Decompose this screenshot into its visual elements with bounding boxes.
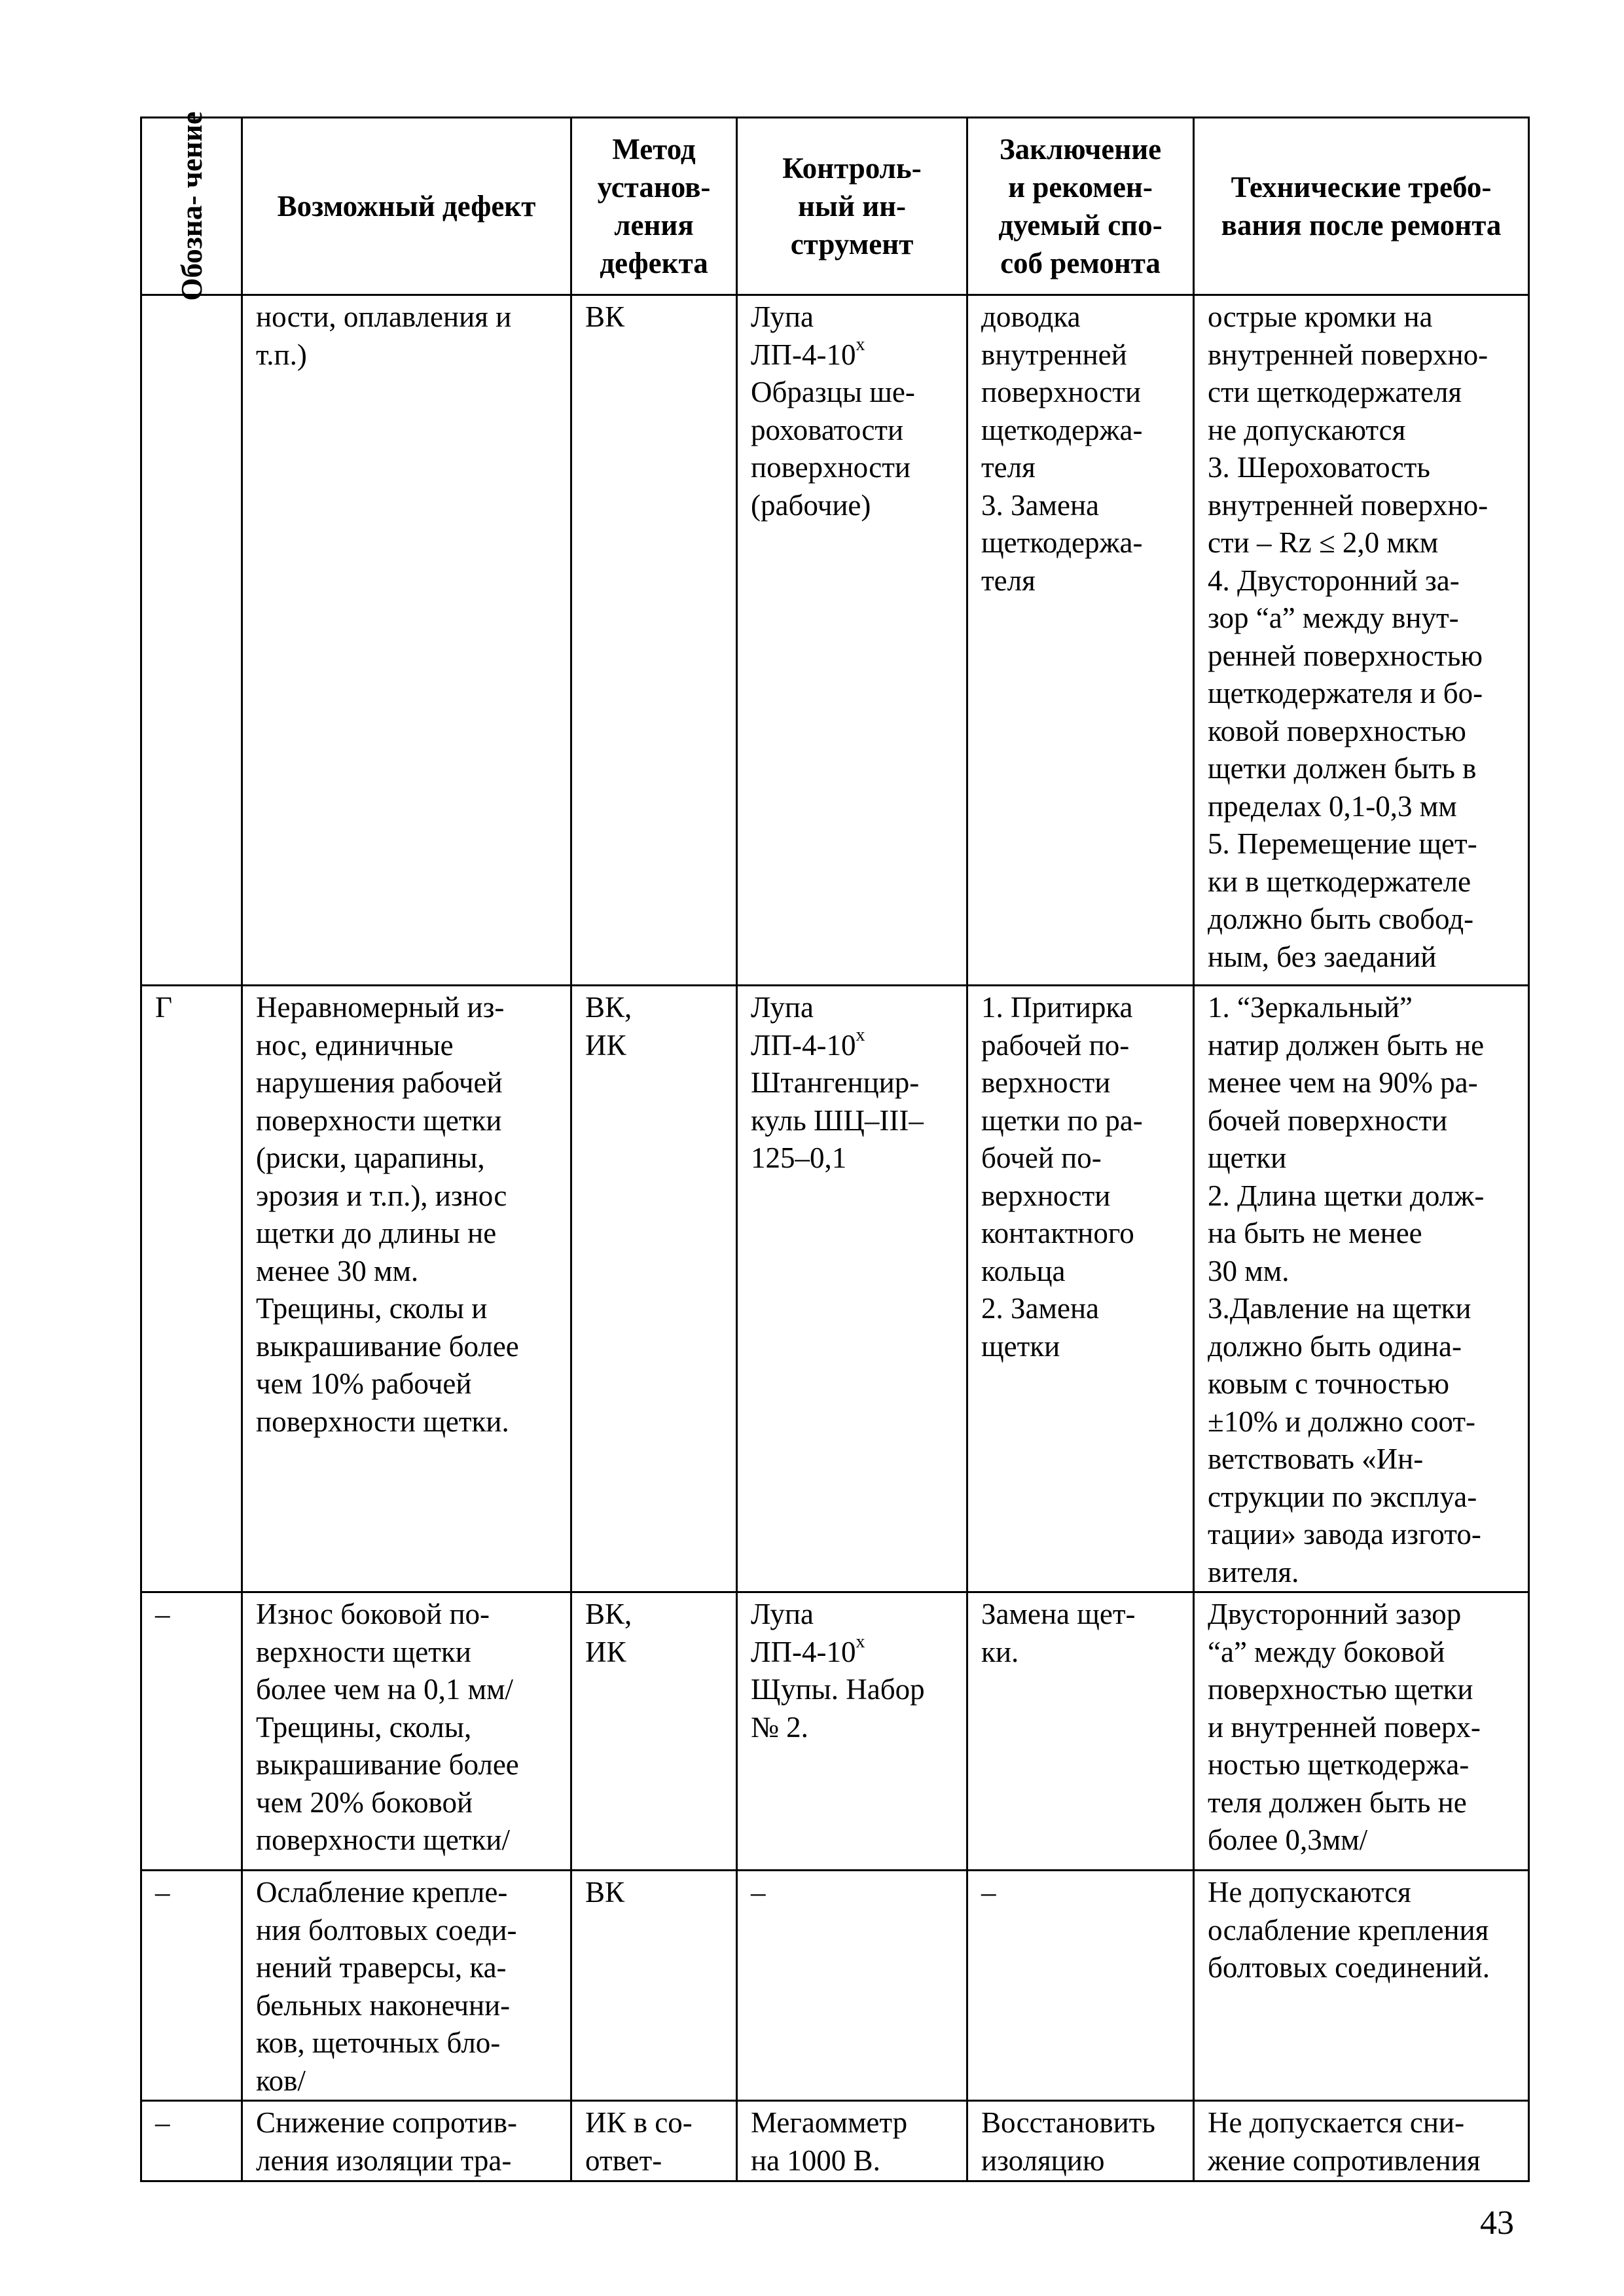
header-method: Метод установ- ления дефекта: [571, 118, 737, 295]
superscript-x: х: [856, 1024, 865, 1045]
cell-designation: –: [141, 1592, 242, 1871]
cell-designation: –: [141, 1871, 242, 2101]
cell-method: ВК, ИК: [571, 986, 737, 1592]
cell-method: ВК: [571, 1871, 737, 2101]
cell-repair: Восстановить изоляцию: [967, 2101, 1194, 2181]
table-row: [141, 2101, 1529, 2181]
page-number: 43: [1480, 2204, 1514, 2242]
cell-requirements: острые кромки на внутренней поверхно- сти щеткодержателя не допускаются 3. Шероховатость внутренней поверхно- сти – Rz ≤ 2,0 мкм 4. Двусторонний за- зор “а” между внут- ренней поверхностью щеткодержателя и бо- ковой поверхностью щетки должен быть в пределах 0,1-0,3 мм 5. Перемещение щет- ки в щеткодержателе должно быть свобод- ным, без заеданий: [1194, 295, 1529, 986]
header-defect: Возможный дефект: [242, 118, 571, 295]
header-designation: [141, 111, 242, 301]
header-instrument: Контроль- ный ин- струмент: [737, 118, 967, 295]
cell-repair: доводка внутренней поверхности щеткодержа- теля 3. Замена щеткодержа- теля: [967, 295, 1194, 986]
cell-instrument: Мегаомметр на 1000 В.: [737, 2101, 967, 2181]
cell-designation: [141, 295, 242, 986]
cell-defect: ности, оплавления и т.п.): [242, 295, 571, 986]
cell-instrument: Лупа $ЛП-4-10^х$ Штангенцир- куль ШЦ–III– 125–0,1: [737, 986, 967, 1592]
cell-method: ВК: [571, 295, 737, 986]
header-requirements: Технические требо- вания после ремонта: [1194, 118, 1529, 295]
cell-repair: Замена щет- ки.: [967, 1592, 1194, 1871]
cell-designation: –: [141, 2101, 242, 2181]
cell-repair: 1. Притирка рабочей по- верхности щетки по ра- бочей по- верхности контактного кольца 2. Замена щетки: [967, 986, 1194, 1592]
header-designation-text: Обозна- чение: [175, 111, 208, 301]
cell-defect: Ослабление крепле- ния болтовых соеди- нений траверсы, ка- бельных наконечни- ков, щеточных бло- ков/: [242, 1871, 571, 2101]
header-repair: Заключение и рекомен- дуемый спо- соб ремонта: [967, 118, 1194, 295]
cell-defect: Снижение сопротив- ления изоляции тра-: [242, 2101, 571, 2181]
cell-requirements: Не допускаются ослабление крепления болтовых соединений.: [1194, 1871, 1529, 2101]
cell-method: ИК в со- ответ-: [571, 2101, 737, 2181]
cell-defect: Неравномерный из- нос, единичные нарушения рабочей поверхности щетки (риски, царапины, эрозия и т.п.), износ щетки до длины не менее 30 мм. Трещины, сколы и выкрашивание более чем 10% рабочей поверхности щетки.: [242, 986, 571, 1592]
superscript-x: х: [856, 334, 865, 355]
table-row: [141, 295, 1529, 986]
cell-requirements: Не допускается сни- жение сопротивления: [1194, 2101, 1529, 2181]
table-header-row: [141, 118, 1529, 295]
cell-requirements: Двусторонний зазор “а” между боковой поверхностью щетки и внутренней поверх- ностью щеткодержа- теля должен быть не более 0,3мм/: [1194, 1592, 1529, 1871]
cell-designation: Г: [141, 986, 242, 1592]
table-row: [141, 1592, 1529, 1871]
cell-defect: Износ боковой по- верхности щетки более чем на 0,1 мм/ Трещины, сколы, выкрашивание более чем 20% боковой поверхности щетки/: [242, 1592, 571, 1871]
table-row: [141, 986, 1529, 1592]
cell-requirements: 1. “Зеркальный” натир должен быть не менее чем на 90% ра- бочей поверхности щетки 2. Длина щетки долж- на быть не менее 30 мм. 3.Давление на щетки должно быть одина- ковым с точностью ±10% и должно соот- ветствовать «Ин- струкции по эксплуа- тации» завода изгото- вителя.: [1194, 986, 1529, 1592]
cell-repair: –: [967, 1871, 1194, 2101]
defects-table: [140, 111, 1530, 2182]
cell-instrument: Лупа $ЛП-4-10^х$ Щупы. Набор № 2.: [737, 1592, 967, 1871]
table-row: [141, 1871, 1529, 2101]
cell-instrument: –: [737, 1871, 967, 2101]
cell-method: ВК, ИК: [571, 1592, 737, 1871]
cell-instrument: Лупа $ЛП-4-10^х$ Образцы ше- роховатости поверхности (рабочие): [737, 295, 967, 986]
superscript-x: х: [856, 1631, 865, 1652]
